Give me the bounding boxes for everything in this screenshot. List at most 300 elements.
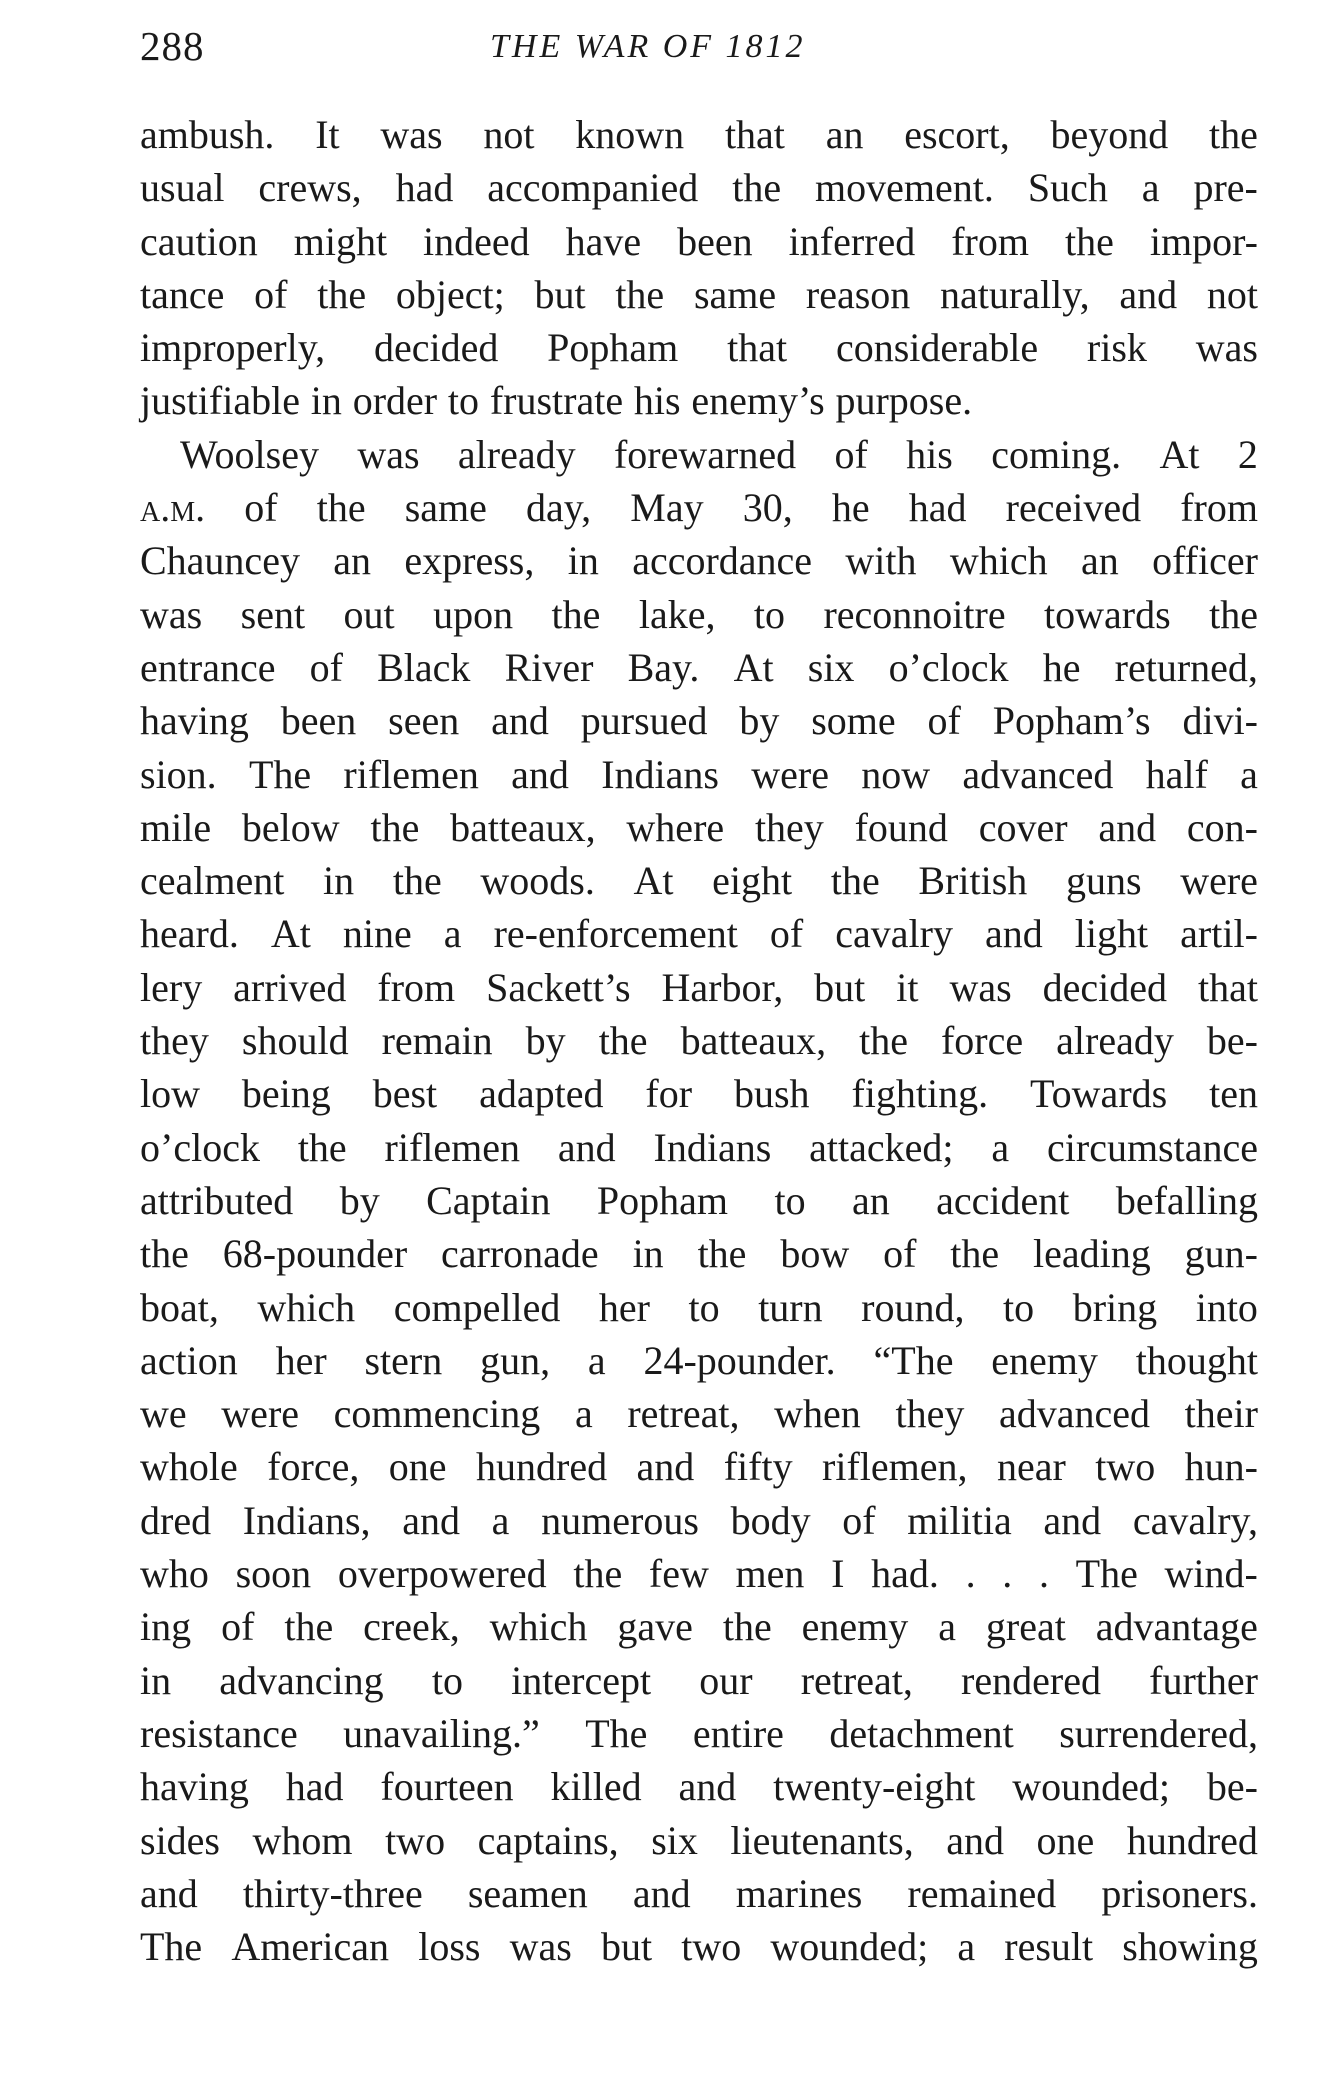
word: where bbox=[626, 804, 725, 850]
word: a bbox=[443, 911, 462, 957]
word: had bbox=[395, 165, 454, 211]
word: force bbox=[940, 1018, 1024, 1064]
text-line bbox=[140, 1387, 1258, 1440]
word: artil- bbox=[1180, 911, 1258, 957]
word: men bbox=[735, 1551, 805, 1597]
word: cavalry, bbox=[1132, 1497, 1258, 1543]
word: been bbox=[280, 698, 357, 744]
text-line bbox=[140, 1227, 1258, 1280]
word: Indians bbox=[653, 1124, 772, 1170]
word: that bbox=[1198, 964, 1258, 1010]
word: the bbox=[316, 485, 366, 531]
word: of bbox=[254, 271, 288, 317]
word: his bbox=[906, 431, 953, 477]
word: hundred bbox=[1126, 1817, 1258, 1863]
word: to bbox=[774, 1177, 806, 1223]
word: usual bbox=[140, 165, 225, 211]
word: advanced bbox=[998, 1391, 1150, 1437]
word: and bbox=[557, 1124, 616, 1170]
word: . bbox=[1038, 1551, 1049, 1597]
word: force, bbox=[267, 1444, 360, 1490]
word: by bbox=[339, 1177, 380, 1223]
word: accompanied bbox=[487, 165, 699, 211]
word: in bbox=[567, 538, 599, 584]
word: was bbox=[509, 1924, 572, 1970]
word: had bbox=[285, 1764, 344, 1810]
word: were bbox=[751, 751, 829, 797]
word: pursued bbox=[580, 698, 708, 744]
word: Bay. bbox=[627, 644, 700, 690]
word: marines bbox=[735, 1870, 863, 1916]
text-line bbox=[140, 161, 1258, 214]
text-line bbox=[140, 1174, 1258, 1227]
word: to bbox=[1003, 1284, 1035, 1330]
word: already bbox=[457, 431, 576, 477]
word: from bbox=[951, 218, 1029, 264]
word: were bbox=[221, 1391, 300, 1437]
word: Indians, bbox=[242, 1497, 371, 1543]
word: we bbox=[140, 1391, 187, 1437]
word: riflemen bbox=[384, 1124, 521, 1170]
word: gun, bbox=[480, 1337, 551, 1383]
word: stern bbox=[364, 1337, 443, 1383]
word: leading bbox=[1033, 1231, 1151, 1277]
word: twenty-eight bbox=[773, 1764, 976, 1810]
word: her bbox=[598, 1284, 650, 1330]
word: riflemen bbox=[343, 751, 479, 797]
word: and bbox=[946, 1817, 1004, 1863]
word: the bbox=[392, 858, 442, 904]
word: mile bbox=[140, 804, 212, 850]
word: batteaux, bbox=[680, 1018, 827, 1064]
word: forewarned bbox=[613, 431, 797, 477]
word: the bbox=[140, 1231, 189, 1277]
word: con- bbox=[1186, 804, 1258, 850]
word: had bbox=[908, 485, 967, 531]
word: The bbox=[1075, 1551, 1138, 1597]
word: that bbox=[724, 112, 785, 157]
word: bow bbox=[780, 1231, 850, 1277]
word: 2 bbox=[1237, 431, 1258, 477]
word: was bbox=[357, 431, 420, 477]
word: he bbox=[831, 485, 870, 531]
word: might bbox=[293, 218, 388, 264]
word: It bbox=[315, 112, 340, 157]
word: ten bbox=[1209, 1071, 1258, 1117]
word: upon bbox=[433, 591, 514, 637]
word: eight bbox=[712, 858, 793, 904]
word: the bbox=[859, 1018, 908, 1064]
word: one bbox=[388, 1444, 447, 1490]
word: Harbor, bbox=[661, 964, 784, 1010]
text-line bbox=[140, 1600, 1258, 1653]
word: surrendered, bbox=[1059, 1710, 1258, 1756]
word: improperly, bbox=[140, 325, 326, 371]
word: sent bbox=[240, 591, 306, 637]
word: in bbox=[310, 378, 342, 424]
text-line bbox=[140, 428, 1258, 481]
text-line bbox=[140, 321, 1258, 374]
word: “The bbox=[873, 1337, 954, 1383]
word: to bbox=[688, 1284, 720, 1330]
word: wounded; bbox=[1012, 1764, 1170, 1810]
word: in bbox=[632, 1231, 664, 1277]
word: for bbox=[645, 1071, 693, 1117]
word: of bbox=[244, 485, 278, 531]
text-line bbox=[140, 1760, 1258, 1813]
word: an bbox=[333, 538, 372, 584]
word: of bbox=[834, 431, 868, 477]
word: her bbox=[275, 1337, 327, 1383]
word: not bbox=[483, 112, 535, 157]
word: crews, bbox=[258, 165, 362, 211]
word: into bbox=[1195, 1284, 1258, 1330]
word: having bbox=[140, 698, 249, 744]
word: compelled bbox=[393, 1284, 561, 1330]
word: day, bbox=[526, 485, 592, 531]
word: soon bbox=[235, 1551, 312, 1597]
word: decided bbox=[1042, 964, 1168, 1010]
word: 68-pounder bbox=[222, 1231, 408, 1277]
word: having bbox=[140, 1764, 249, 1810]
word: lake, bbox=[638, 591, 716, 637]
word: of bbox=[842, 1497, 876, 1543]
word: American bbox=[231, 1924, 390, 1970]
word: killed bbox=[550, 1764, 642, 1810]
word: British bbox=[918, 858, 1028, 904]
word: round, bbox=[861, 1284, 965, 1330]
text-line bbox=[140, 801, 1258, 854]
word: At bbox=[270, 911, 311, 957]
word: they bbox=[895, 1391, 965, 1437]
text-line bbox=[140, 694, 1258, 747]
word: pre- bbox=[1193, 165, 1258, 211]
word: decided bbox=[373, 325, 499, 371]
word: lieutenants, bbox=[730, 1817, 914, 1863]
word: the bbox=[1064, 218, 1114, 264]
word: Towards bbox=[1030, 1071, 1168, 1117]
word: Popham bbox=[596, 1177, 729, 1223]
word: May bbox=[630, 485, 704, 531]
word: but bbox=[600, 1924, 653, 1970]
word: remain bbox=[381, 1018, 493, 1064]
word: which bbox=[489, 1604, 588, 1650]
word: entrance bbox=[140, 644, 276, 690]
word: his bbox=[633, 378, 681, 424]
word: Indians bbox=[601, 751, 719, 797]
word: inferred bbox=[788, 218, 916, 264]
word: 24-pounder. bbox=[643, 1337, 836, 1383]
word: Captain bbox=[426, 1177, 551, 1223]
word: to bbox=[431, 1657, 463, 1703]
word: now bbox=[861, 751, 931, 797]
word: the bbox=[697, 1231, 747, 1277]
word: the bbox=[297, 1124, 347, 1170]
word: being bbox=[241, 1071, 331, 1117]
word: the bbox=[950, 1231, 1000, 1277]
word: dred bbox=[140, 1497, 212, 1543]
text-line bbox=[140, 108, 1258, 161]
word: commencing bbox=[333, 1391, 541, 1437]
word: which bbox=[257, 1284, 356, 1330]
text-line bbox=[140, 1281, 1258, 1334]
word: movement. bbox=[815, 165, 994, 211]
text-line bbox=[140, 907, 1258, 960]
word: cover bbox=[978, 804, 1068, 850]
word: was bbox=[380, 112, 443, 157]
word: accident bbox=[936, 1177, 1070, 1223]
word: returned, bbox=[1114, 644, 1258, 690]
word: enemy bbox=[991, 1337, 1098, 1383]
word: officer bbox=[1152, 538, 1258, 584]
word: coming. bbox=[991, 431, 1122, 477]
word: At bbox=[633, 858, 674, 904]
word: The bbox=[248, 751, 312, 797]
text-line bbox=[140, 534, 1258, 587]
word: entire bbox=[692, 1710, 784, 1756]
word: arrived bbox=[233, 964, 347, 1010]
word: showing bbox=[1122, 1924, 1258, 1970]
text-line bbox=[140, 1707, 1258, 1760]
word: six bbox=[807, 644, 855, 690]
word: sides bbox=[140, 1817, 220, 1863]
word: At bbox=[733, 644, 774, 690]
word: a bbox=[991, 1124, 1010, 1170]
word: fifty bbox=[723, 1444, 793, 1490]
word: was bbox=[949, 964, 1012, 1010]
word: by bbox=[525, 1018, 566, 1064]
word: fourteen bbox=[380, 1764, 514, 1810]
word: the bbox=[598, 1018, 648, 1064]
word: towards bbox=[1044, 591, 1171, 637]
word: hun- bbox=[1184, 1444, 1258, 1490]
word: naturally, bbox=[940, 271, 1090, 317]
word: in bbox=[140, 1657, 172, 1703]
word: thirty-three bbox=[242, 1870, 423, 1916]
word: great bbox=[985, 1604, 1066, 1650]
word: bush bbox=[733, 1071, 810, 1117]
word: the bbox=[1209, 591, 1258, 637]
word: near bbox=[996, 1444, 1066, 1490]
word: detachment bbox=[829, 1710, 1014, 1756]
word: whom bbox=[252, 1817, 353, 1863]
word: . bbox=[1002, 1551, 1013, 1597]
word: and bbox=[632, 1870, 691, 1916]
body-text bbox=[140, 108, 1258, 1973]
text-line bbox=[140, 1814, 1258, 1867]
word: the bbox=[573, 1551, 623, 1597]
word: some bbox=[811, 698, 896, 744]
text-line bbox=[140, 481, 1258, 534]
word: lery bbox=[140, 964, 203, 1010]
word: attributed bbox=[140, 1177, 294, 1223]
word: was bbox=[140, 591, 203, 637]
word: the bbox=[830, 858, 880, 904]
word: captains, bbox=[477, 1817, 619, 1863]
word: and bbox=[985, 911, 1043, 957]
word: of bbox=[927, 698, 961, 744]
word: by bbox=[739, 698, 780, 744]
word: of bbox=[309, 644, 343, 690]
word: and bbox=[636, 1444, 695, 1490]
word: whole bbox=[140, 1444, 238, 1490]
word: creek, bbox=[363, 1604, 460, 1650]
word: advanced bbox=[962, 751, 1114, 797]
word: the bbox=[1209, 112, 1258, 157]
text-line bbox=[140, 588, 1258, 641]
word: retreat, bbox=[800, 1657, 913, 1703]
word: and bbox=[402, 1497, 460, 1543]
word: batteaux, bbox=[450, 804, 596, 850]
word: and bbox=[511, 751, 569, 797]
word: and bbox=[1119, 271, 1178, 317]
word: best bbox=[372, 1071, 438, 1117]
word: Popham’s bbox=[992, 698, 1151, 744]
word: two bbox=[1095, 1444, 1156, 1490]
word: had. bbox=[871, 1551, 939, 1597]
word: militia bbox=[907, 1497, 1012, 1543]
word: cealment bbox=[140, 858, 285, 904]
word: of bbox=[769, 911, 804, 957]
word: to bbox=[447, 378, 480, 424]
word: further bbox=[1149, 1657, 1258, 1703]
word: action bbox=[140, 1337, 238, 1383]
word: gave bbox=[617, 1604, 693, 1650]
word: gun- bbox=[1184, 1231, 1258, 1277]
word: in bbox=[323, 858, 355, 904]
word: half bbox=[1145, 751, 1208, 797]
word: attacked; bbox=[809, 1124, 954, 1170]
word: object; bbox=[395, 271, 505, 317]
word: wounded; bbox=[770, 1924, 929, 1970]
word: woods. bbox=[480, 858, 595, 904]
text-line bbox=[140, 1440, 1258, 1493]
word: been bbox=[677, 218, 753, 264]
text-line bbox=[140, 1334, 1258, 1387]
word: but bbox=[814, 964, 866, 1010]
word: beyond bbox=[1050, 112, 1169, 157]
word: remained bbox=[907, 1870, 1057, 1916]
word: a.m. bbox=[140, 485, 206, 531]
word: order bbox=[352, 378, 438, 424]
word: a bbox=[491, 1497, 510, 1543]
word: o’clock bbox=[888, 644, 1009, 690]
word: River bbox=[504, 644, 594, 690]
word: an bbox=[825, 112, 864, 157]
word: when bbox=[774, 1391, 861, 1437]
word: retreat, bbox=[627, 1391, 740, 1437]
word: their bbox=[1184, 1391, 1258, 1437]
word: indeed bbox=[423, 218, 530, 264]
word: known bbox=[575, 112, 685, 157]
word: to bbox=[753, 591, 786, 637]
word: tance bbox=[140, 271, 225, 317]
word: be- bbox=[1206, 1764, 1258, 1810]
word: the bbox=[732, 165, 782, 211]
word: rendered bbox=[961, 1657, 1101, 1703]
text-line bbox=[140, 641, 1258, 694]
word: enemy’s bbox=[691, 378, 825, 424]
word: the bbox=[284, 1604, 334, 1650]
word: of bbox=[883, 1231, 917, 1277]
word: two bbox=[681, 1924, 742, 1970]
text-line bbox=[140, 1654, 1258, 1707]
word: two bbox=[385, 1817, 446, 1863]
text-line bbox=[140, 1014, 1258, 1067]
word: reconnoitre bbox=[823, 591, 1006, 637]
word: o’clock bbox=[140, 1124, 260, 1170]
text-line bbox=[140, 215, 1258, 268]
word: caution bbox=[140, 218, 258, 264]
word: nine bbox=[342, 911, 412, 957]
word: advantage bbox=[1095, 1604, 1258, 1650]
word: a bbox=[1141, 165, 1160, 211]
word: intercept bbox=[511, 1657, 652, 1703]
word: heard. bbox=[140, 911, 239, 957]
word: should bbox=[241, 1018, 349, 1064]
word: purpose. bbox=[835, 378, 973, 424]
word: a bbox=[957, 1924, 976, 1970]
word: a bbox=[938, 1604, 956, 1650]
word: from bbox=[1180, 485, 1258, 531]
word: boat, bbox=[140, 1284, 219, 1330]
word: Chauncey bbox=[140, 538, 300, 584]
word: body bbox=[730, 1497, 811, 1543]
word: received bbox=[1005, 485, 1142, 531]
word: overpowered bbox=[337, 1551, 547, 1597]
word: result bbox=[1004, 1924, 1094, 1970]
word: a bbox=[574, 1391, 593, 1437]
word: seen bbox=[388, 698, 460, 744]
word: enemy bbox=[801, 1604, 909, 1650]
word: guns bbox=[1065, 858, 1142, 904]
text-line bbox=[140, 1867, 1258, 1920]
word: an bbox=[851, 1177, 890, 1223]
word: a bbox=[587, 1337, 606, 1383]
word: . bbox=[965, 1551, 976, 1597]
word: but bbox=[534, 271, 586, 317]
word: sion. bbox=[140, 751, 217, 797]
word: of bbox=[221, 1604, 255, 1650]
word: low bbox=[140, 1071, 200, 1117]
word: not bbox=[1206, 271, 1258, 317]
word: cavalry bbox=[835, 911, 953, 957]
word: ing bbox=[140, 1604, 192, 1650]
word: a bbox=[1240, 751, 1258, 797]
word: already bbox=[1056, 1018, 1174, 1064]
word: same bbox=[404, 485, 487, 531]
word: it bbox=[896, 964, 919, 1010]
word: express, bbox=[404, 538, 535, 584]
word: and bbox=[1098, 804, 1157, 850]
word: wind- bbox=[1164, 1551, 1258, 1597]
word: escort, bbox=[904, 112, 1010, 157]
word: was bbox=[1195, 325, 1258, 371]
text-line bbox=[140, 748, 1258, 801]
word: found bbox=[854, 804, 948, 850]
word: the bbox=[615, 271, 665, 317]
text-line bbox=[140, 1067, 1258, 1120]
word: he bbox=[1042, 644, 1081, 690]
word: our bbox=[699, 1657, 753, 1703]
word: and bbox=[140, 1870, 198, 1916]
word: Woolsey bbox=[180, 431, 319, 477]
word: out bbox=[343, 591, 395, 637]
word: who bbox=[140, 1551, 209, 1597]
text-line bbox=[140, 961, 1258, 1014]
word: the bbox=[370, 804, 420, 850]
word: The bbox=[140, 1924, 203, 1970]
